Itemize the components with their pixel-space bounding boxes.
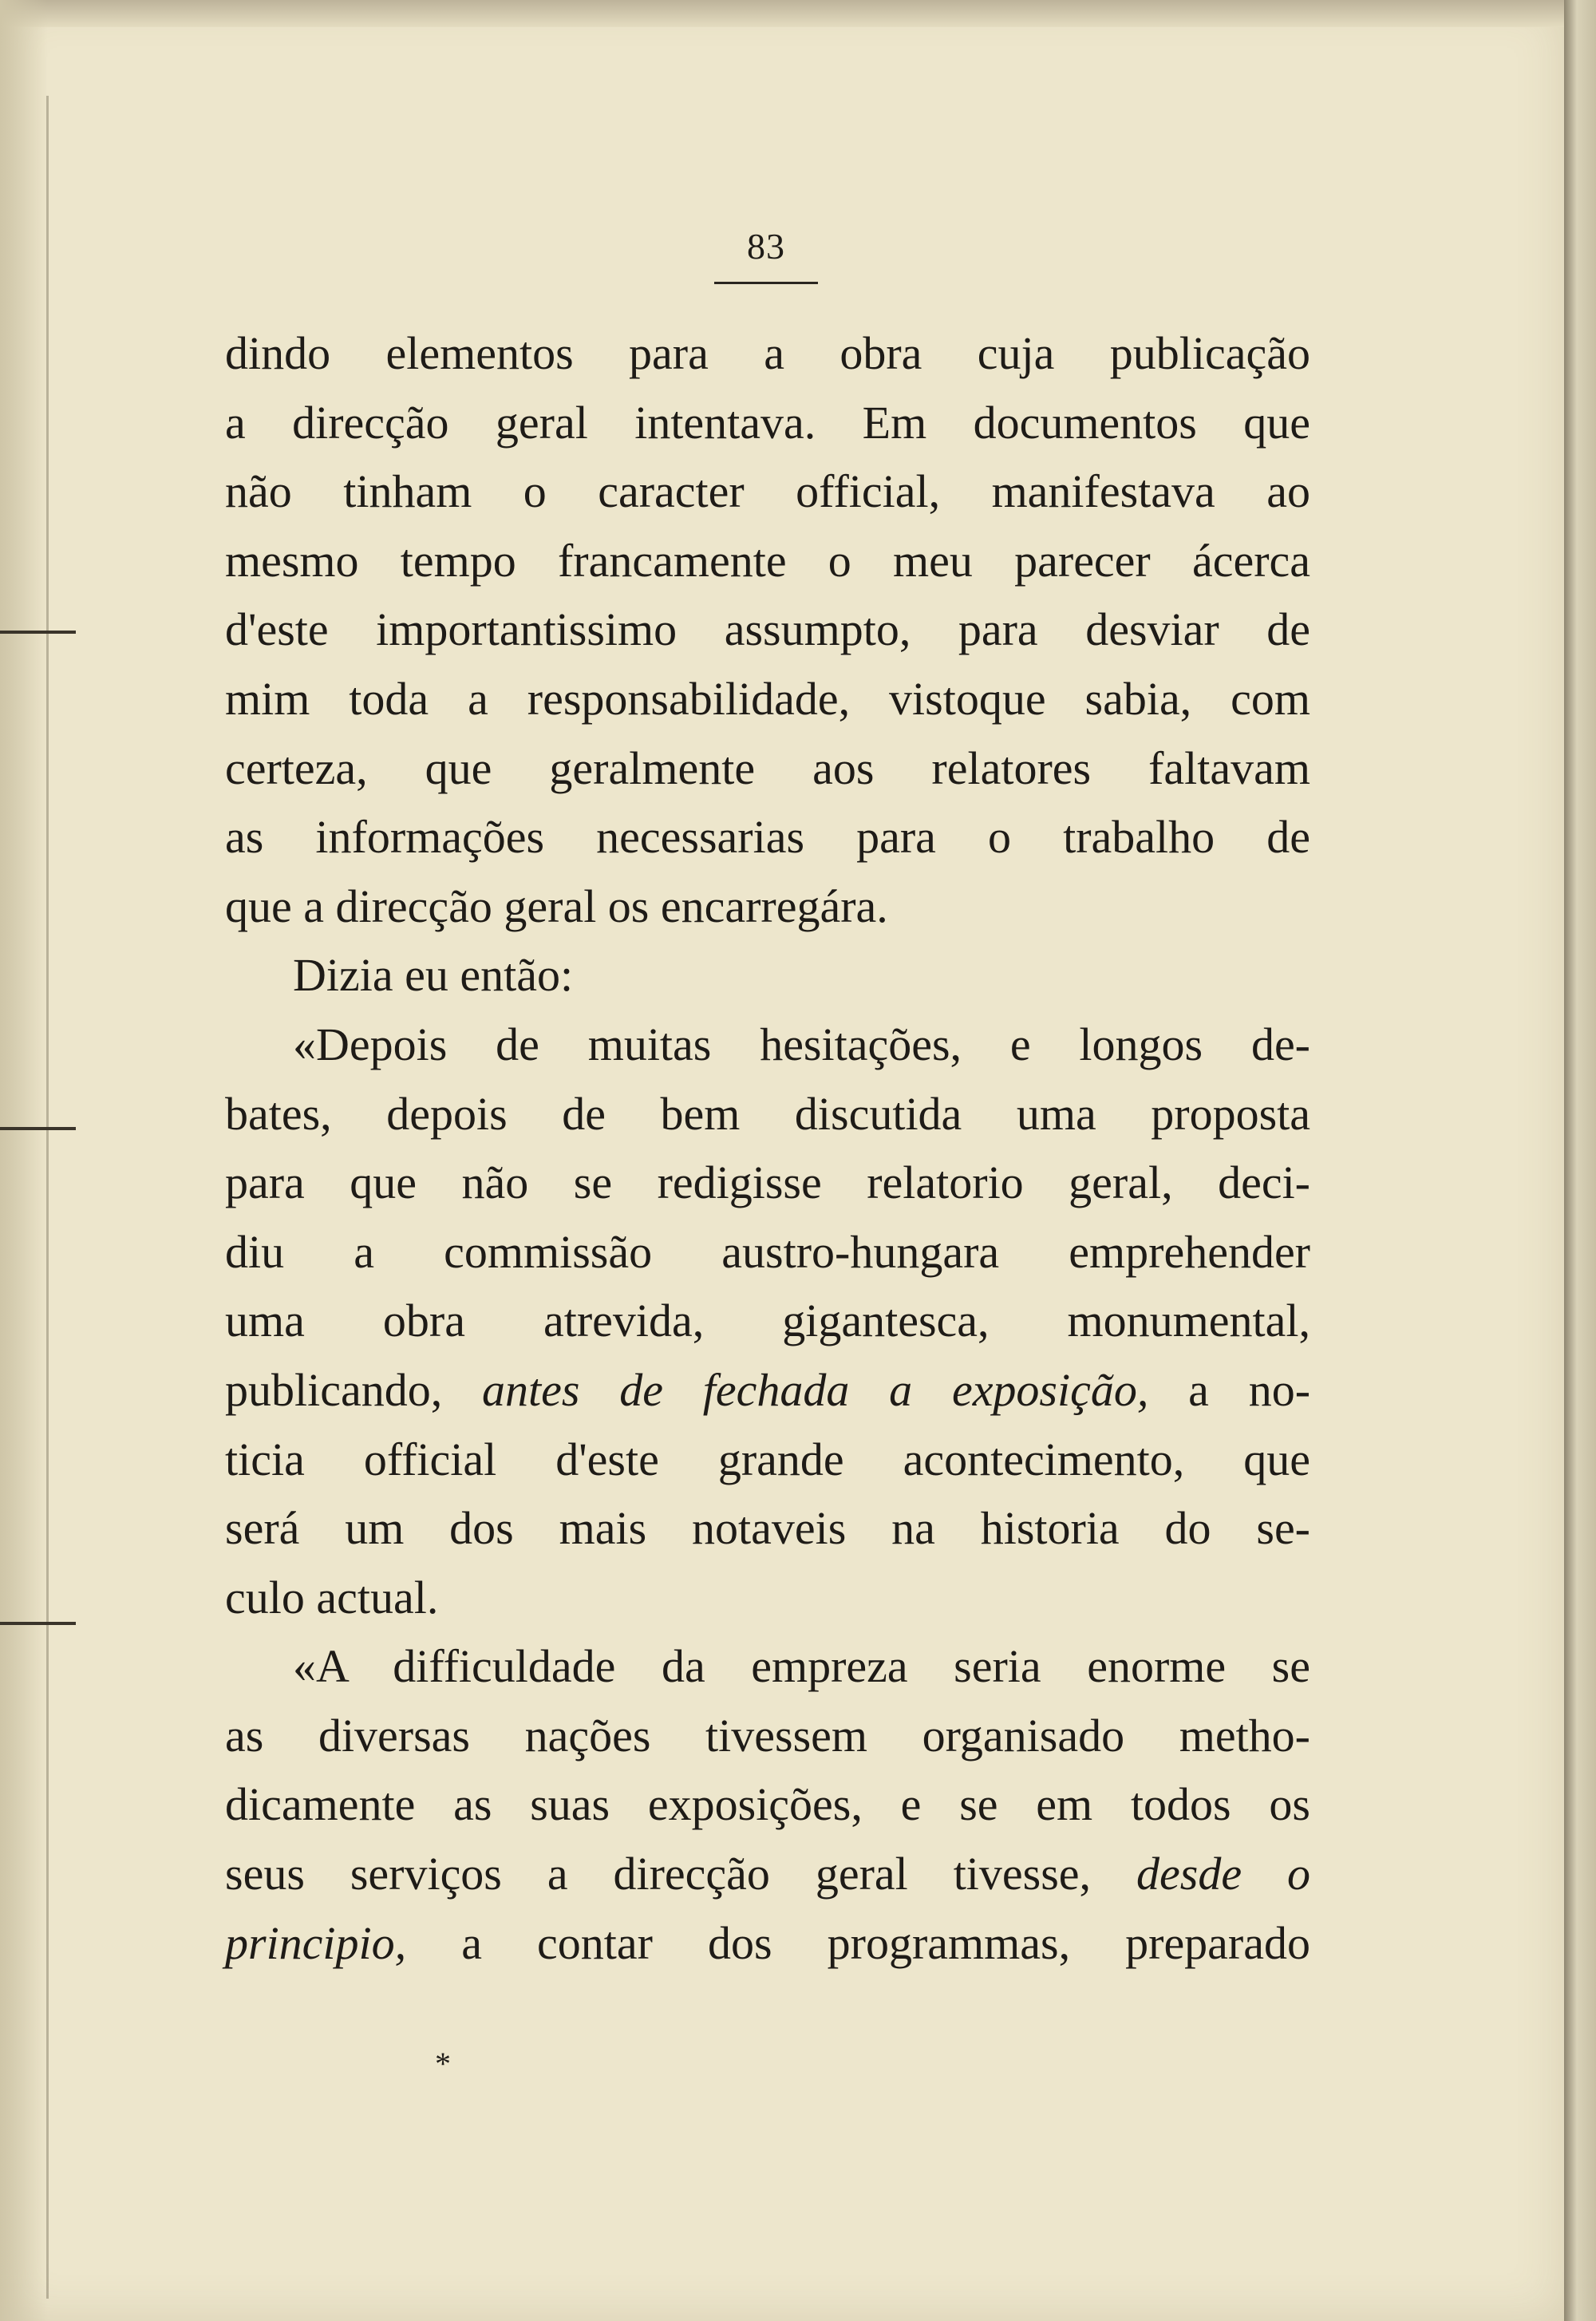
- text-line: mesmo tempo francamente o meu parecer ácerca: [225, 534, 1310, 587]
- text-line: «A difficuldade da empreza seria enorme se: [293, 1640, 1310, 1693]
- text-line: bates, depois de bem discutida uma proposta: [225, 1087, 1310, 1140]
- text-line: as diversas nações tivessem organisado metho-: [225, 1709, 1310, 1762]
- text-line: d'este importantissimo assumpto, para desviar de: [225, 603, 1310, 656]
- text-line: será um dos mais notaveis na historia do se-: [225, 1502, 1310, 1555]
- text-line: culo actual.: [225, 1571, 439, 1623]
- text-span: publicando,: [225, 1363, 483, 1416]
- page-number: 83: [747, 226, 785, 267]
- text-line: mim toda a responsabilidade, vistoque sabia, com: [225, 672, 1310, 725]
- text-span: a no-: [1148, 1363, 1311, 1416]
- italic-text: principio,: [225, 1916, 407, 1969]
- signature-mark: *: [435, 2046, 451, 2082]
- text-line-with-italic: [225, 1840, 1310, 1909]
- text-line-with-italic: [225, 1356, 1310, 1425]
- text-line: que a direcção geral os encarregára.: [225, 880, 888, 932]
- text-line: «Depois de muitas hesitações, e longos de-: [293, 1018, 1310, 1070]
- margin-mark: [0, 1127, 76, 1130]
- text-line: dindo elementos para a obra cuja publicação: [225, 327, 1310, 379]
- page-top-edge: [0, 0, 1564, 27]
- body-text: [225, 319, 1310, 1978]
- text-line: dicamente as suas exposições, e se em todos os: [225, 1778, 1310, 1831]
- margin-mark: [0, 1622, 76, 1625]
- text-line: as informações necessarias para o trabalho de: [225, 811, 1310, 864]
- text-line: Dizia eu então:: [293, 949, 574, 1002]
- italic-text: desde o: [1136, 1848, 1310, 1900]
- spine-shadow: [0, 0, 48, 2321]
- text-line: uma obra atrevida, gigantesca, monumental,: [225, 1295, 1310, 1347]
- margin-mark: [0, 631, 76, 634]
- italic-text: antes de fechada a exposição,: [482, 1363, 1149, 1416]
- text-line: para que não se redigisse relatorio geral, deci-: [225, 1157, 1310, 1209]
- text-line: não tinham o caracter official, manifestava ao: [225, 465, 1310, 518]
- text-span: seus serviços a direcção geral tivesse,: [225, 1848, 1136, 1900]
- text-line: diu a commissão austro-hungara emprehender: [225, 1225, 1310, 1278]
- text-line-with-italic: [225, 1909, 1310, 1979]
- text-line: certeza, que geralmente aos relatores faltavam: [225, 741, 1310, 794]
- text-line: ticia official d'este grande acontecimento, que: [225, 1433, 1310, 1485]
- page-number-rule: [714, 282, 818, 284]
- margin-rule: [46, 96, 49, 2299]
- text-span: a contar dos programmas, preparado: [406, 1916, 1310, 1969]
- page-right-edge: [1564, 0, 1596, 2321]
- text-line: a direcção geral intentava. Em documentos que: [225, 396, 1310, 449]
